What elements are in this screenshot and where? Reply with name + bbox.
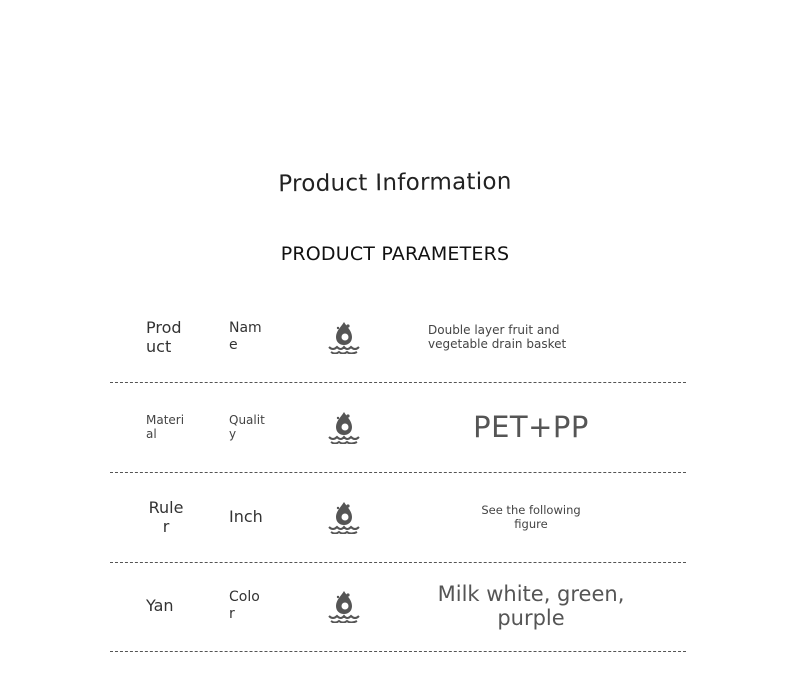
param-value-text: See the following figure [481, 503, 581, 531]
water-drop-icon [326, 472, 362, 562]
water-drop-icon [326, 561, 362, 651]
param-label-primary: Ruler [148, 497, 184, 536]
water-drop-icon [326, 292, 362, 382]
parameter-row-ruler-inch [110, 472, 686, 562]
param-label-secondary: Color [229, 589, 260, 622]
param-label-primary: Product [146, 317, 182, 356]
param-value: PET+PP [473, 410, 589, 444]
param-label-primary: Yan [146, 596, 174, 616]
param-value [402, 472, 660, 562]
page-title: Product Information [278, 168, 512, 198]
param-value: Milk white, green, purple [437, 582, 625, 630]
param-label-secondary: Inch [229, 507, 263, 527]
parameter-row-product-name [110, 292, 686, 382]
param-label-secondary: Name [229, 320, 262, 353]
param-label-secondary: Quality [229, 412, 265, 441]
water-drop-icon [326, 382, 362, 472]
parameter-row-color [110, 561, 686, 651]
section-subtitle: PRODUCT PARAMETERS [280, 243, 510, 265]
param-label-primary: Material [146, 412, 185, 441]
parameter-row-material-quality [110, 382, 686, 472]
row-divider [110, 651, 686, 652]
param-value: Double layer fruit and vegetable drain basket [428, 323, 567, 351]
